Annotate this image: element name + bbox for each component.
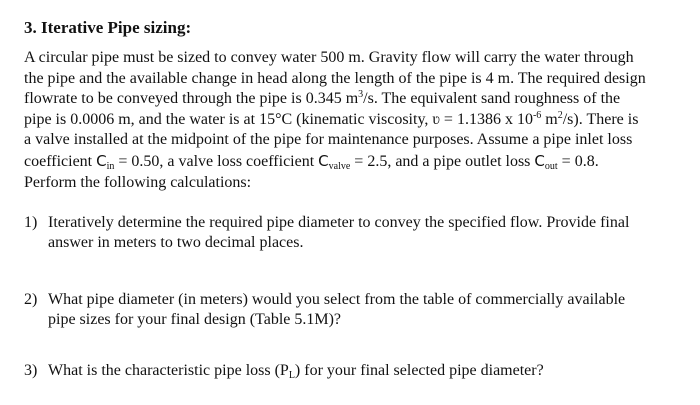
problem-statement	[24, 48, 682, 193]
paragraph-line-2: the pipe and the available change in head along the length of the pipe is 4 m. The required design	[24, 69, 646, 87]
question-text: Iteratively determine the required pipe diameter to convey the specified flow. Provide final answer in meters to two decimal places.	[48, 214, 630, 251]
question-number: 3)	[24, 362, 38, 379]
section-title: 3. Iterative Pipe sizing:	[24, 18, 192, 37]
paragraph-line-3: flowrate to be conveyed through the pipe is 0.345 $m^3/s$. The equivalent sand roughness of the	[24, 89, 621, 108]
question-text: What is the characteristic pipe loss $(P_L)$ for your final selected pipe diameter?	[48, 362, 544, 381]
question-text: What pipe diameter (in meters) would you select from the table of commercially available pipe sizes for your final design (Table 5.1M)?	[48, 291, 626, 328]
paragraph-line-5: a valve installed at the midpoint of the pipe for maintenance purposes. Assume a pipe inlet loss	[24, 131, 633, 149]
question-number: 2)	[24, 291, 38, 308]
paragraph-line-1: A circular pipe must be sized to convey water 500 m. Gravity flow will carry the water through	[24, 49, 634, 66]
paragraph-line-6: coefficient $C_{in} = 0.50$, a valve loss coefficient $C_{valve} = 2.5$, and a pipe outlet loss $C_{out} = 0.8$.	[24, 151, 599, 172]
question-number: 1)	[24, 214, 38, 231]
paragraph-line-7: Perform the following calculations:	[24, 173, 252, 191]
paragraph-line-4: pipe is 0.0006 m, and the water is at 15°C (kinematic viscosity, ʋ = 1.1386 x $10^{-6}$ $m^2/s$). There is	[24, 109, 639, 128]
